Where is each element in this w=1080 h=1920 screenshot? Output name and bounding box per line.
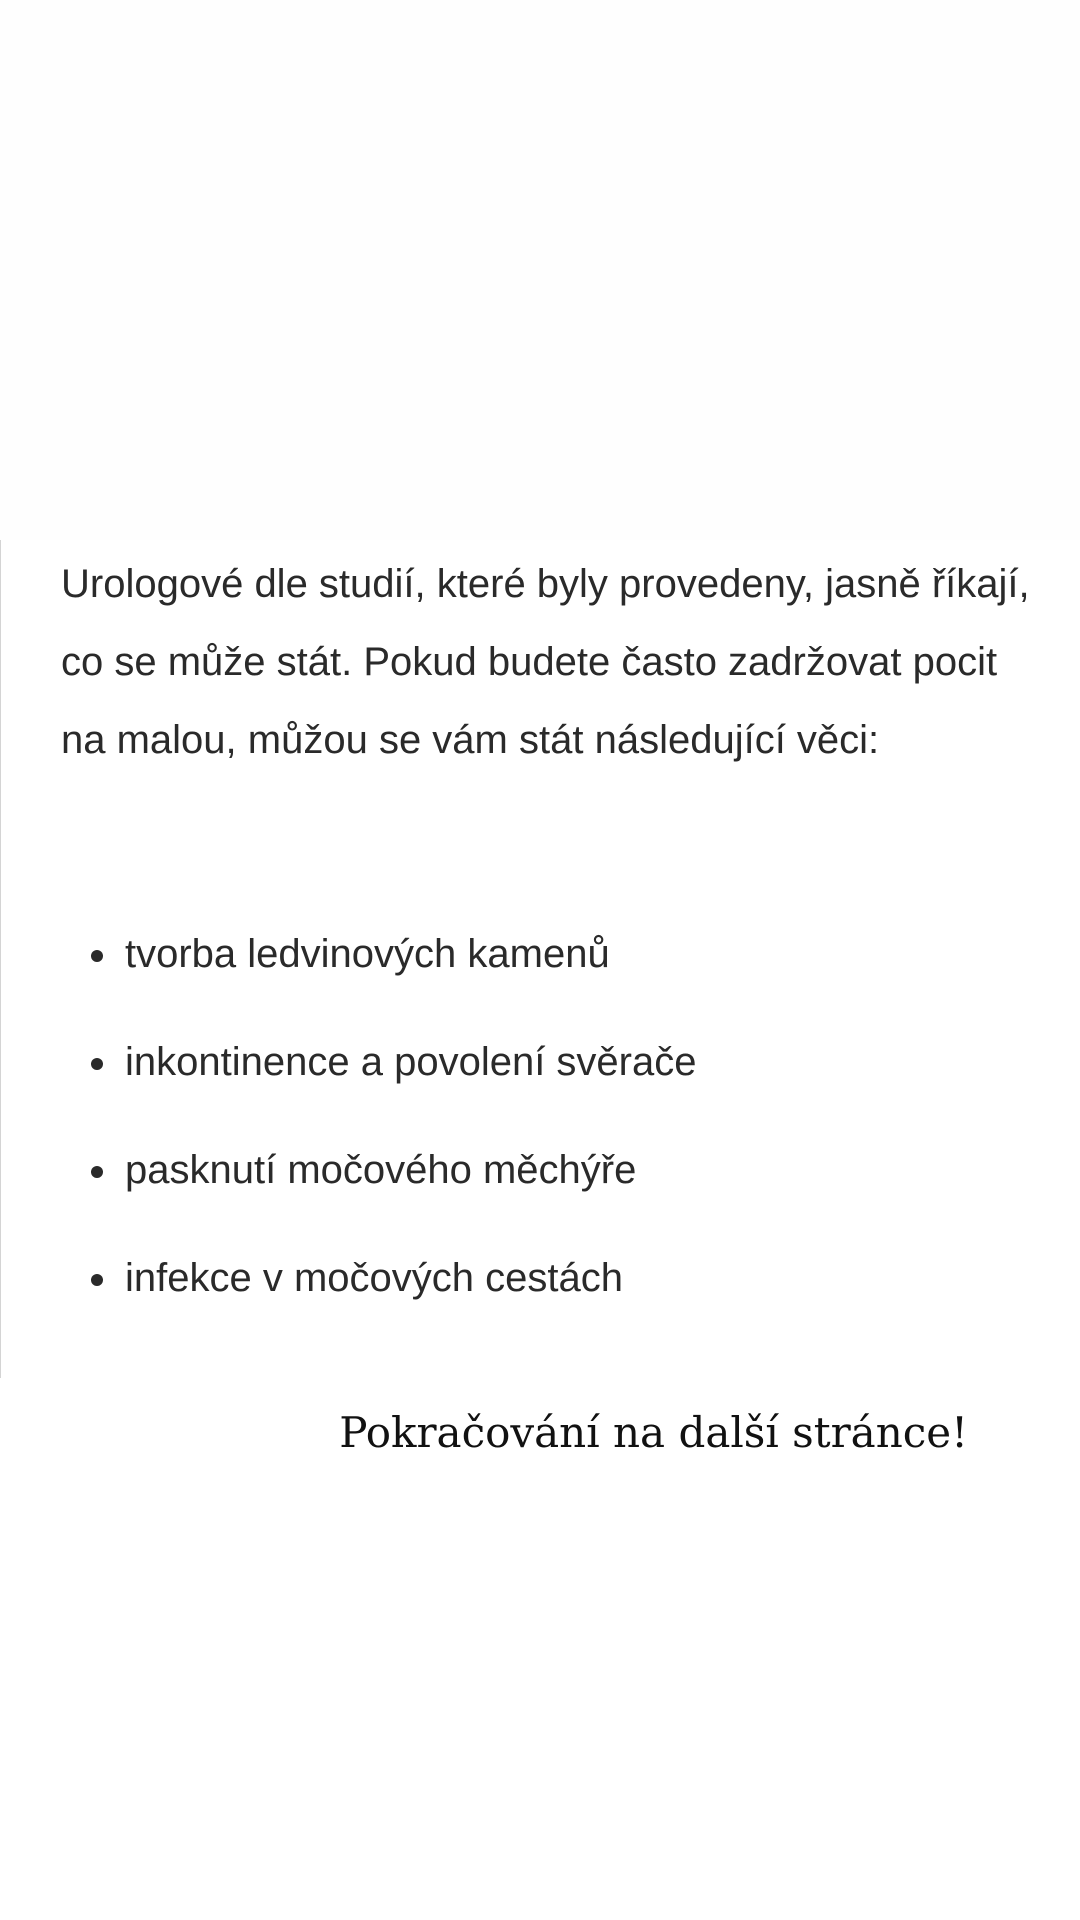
bullet-icon [91, 1274, 103, 1286]
bullet-icon [91, 1166, 103, 1178]
list-item [61, 1224, 1021, 1332]
article-block [0, 540, 1080, 1378]
list-item [61, 1008, 1021, 1116]
article-paragraph: Urologové dle studií, které byly provedeny, jasně říkají, co se může stát. Pokud budete často zadržovat pocit na malou, můžou se vám stát následující věci: [61, 562, 1030, 762]
blank-header-area [0, 0, 1080, 540]
bullet-icon [91, 1058, 103, 1070]
list-item-text: inkontinence a povolení svěrače [125, 1040, 697, 1084]
consequences-list [61, 900, 1021, 1332]
list-item-text: infekce v močových cestách [125, 1256, 623, 1300]
bullet-icon [91, 950, 103, 962]
list-item-text: pasknutí močového měchýře [125, 1148, 637, 1192]
list-item-text: tvorba ledvinových kamenů [125, 932, 610, 976]
continue-next-page-label: Pokračování na další stránce! [339, 1408, 968, 1457]
list-item [61, 900, 1021, 1008]
list-item [61, 1116, 1021, 1224]
